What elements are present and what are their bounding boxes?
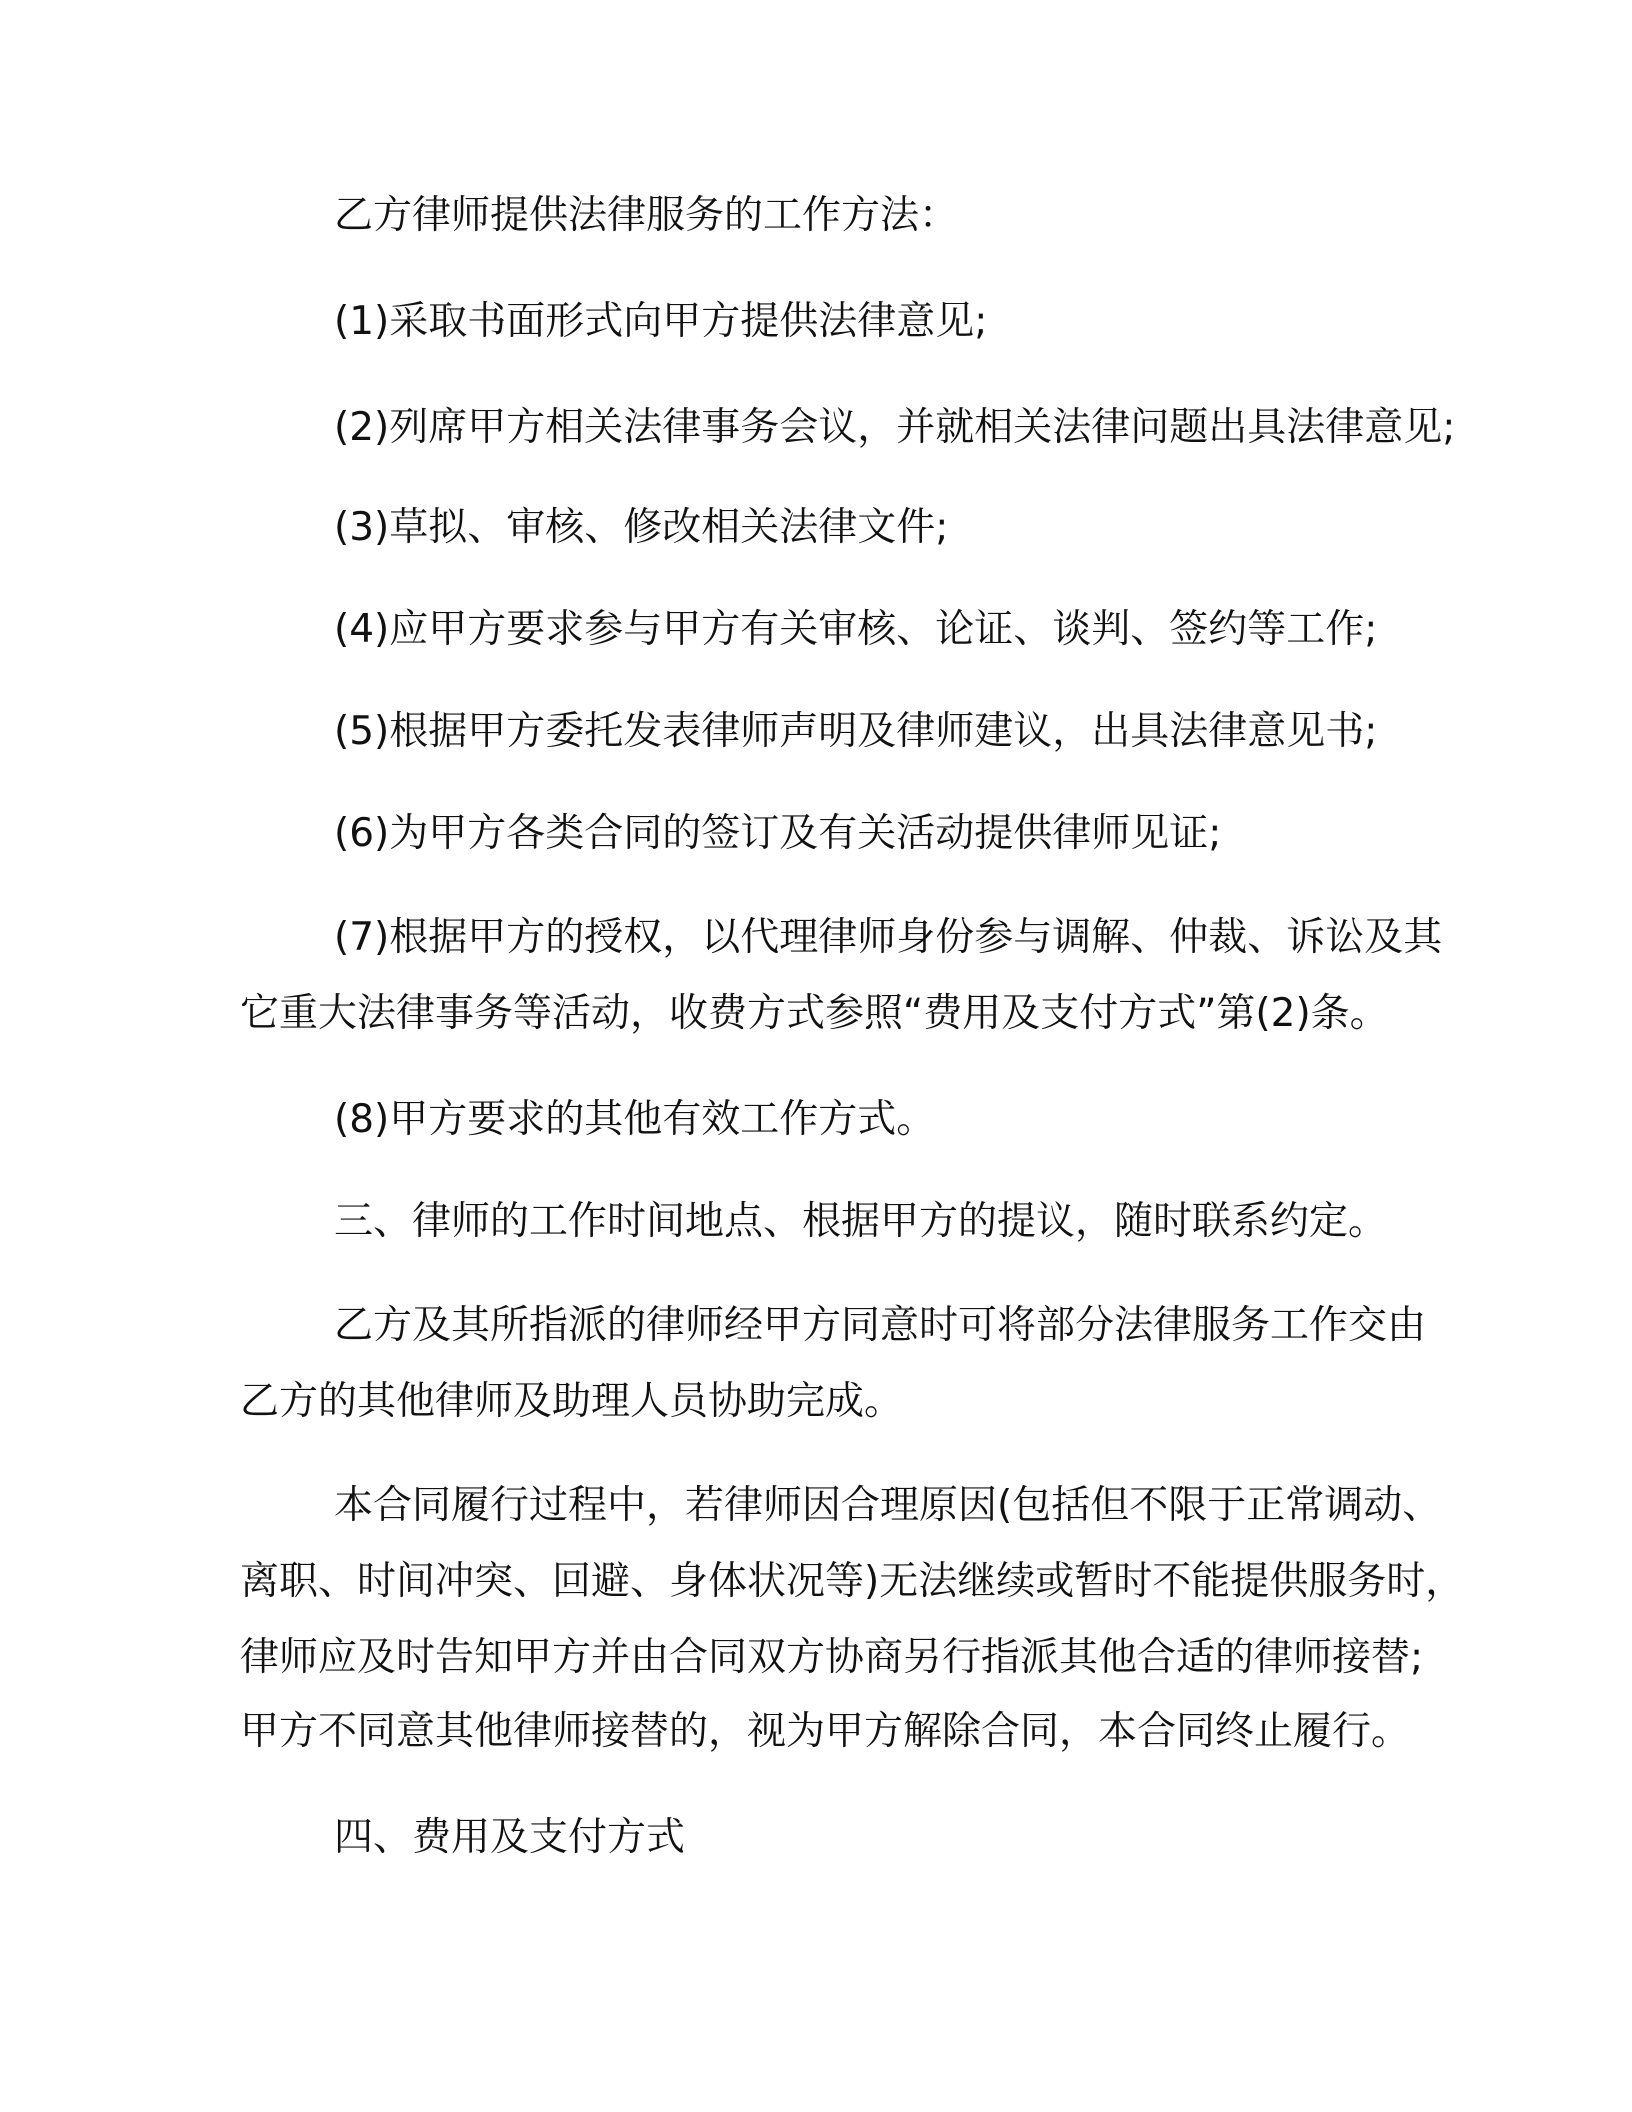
heading-work-methods: 乙方律师提供法律服务的工作方法： bbox=[334, 193, 959, 238]
list-item-6: (6)为甲方各类合同的签订及有关活动提供律师见证; bbox=[334, 811, 1222, 856]
paragraph-replacement-line-4: 甲方不同意其他律师接替的，视为甲方解除合同，本合同终止履行。 bbox=[240, 1709, 1411, 1754]
paragraph-replacement-line-2: 离职、时间冲突、回避、身体状况等)无法继续或暂时不能提供服务时， bbox=[240, 1559, 1465, 1604]
section-three-heading: 三、律师的工作时间地点、根据甲方的提议，随时联系约定。 bbox=[334, 1199, 1388, 1244]
list-item-1: (1)采取书面形式向甲方提供法律意见; bbox=[334, 299, 988, 344]
list-item-4: (4)应甲方要求参与甲方有关审核、论证、谈判、签约等工作; bbox=[334, 607, 1378, 652]
list-item-3: (3)草拟、审核、修改相关法律文件; bbox=[334, 505, 949, 550]
paragraph-replacement-line-1: 本合同履行过程中，若律师因合理原因(包括但不限于正常调动、 bbox=[334, 1483, 1442, 1528]
section-four-heading: 四、费用及支付方式 bbox=[334, 1815, 686, 1860]
paragraph-replacement-line-3: 律师应及时告知甲方并由合同双方协商另行指派其他合适的律师接替; bbox=[240, 1635, 1424, 1680]
list-item-7-line-2: 它重大法律事务等活动，收费方式参照“费用及支付方式”第(2)条。 bbox=[240, 991, 1389, 1036]
paragraph-delegation-line-1: 乙方及其所指派的律师经甲方同意时可将部分法律服务工作交由 bbox=[334, 1303, 1427, 1348]
list-item-7-line-1: (7)根据甲方的授权，以代理律师身份参与调解、仲裁、诉讼及其 bbox=[334, 915, 1443, 960]
list-item-8: (8)甲方要求的其他有效工作方式。 bbox=[334, 1097, 936, 1142]
paragraph-delegation-line-2: 乙方的其他律师及助理人员协助完成。 bbox=[240, 1379, 904, 1424]
list-item-5: (5)根据甲方委托发表律师声明及律师建议，出具法律意见书; bbox=[334, 709, 1378, 754]
list-item-2: (2)列席甲方相关法律事务会议，并就相关法律问题出具法律意见; bbox=[334, 405, 1456, 450]
